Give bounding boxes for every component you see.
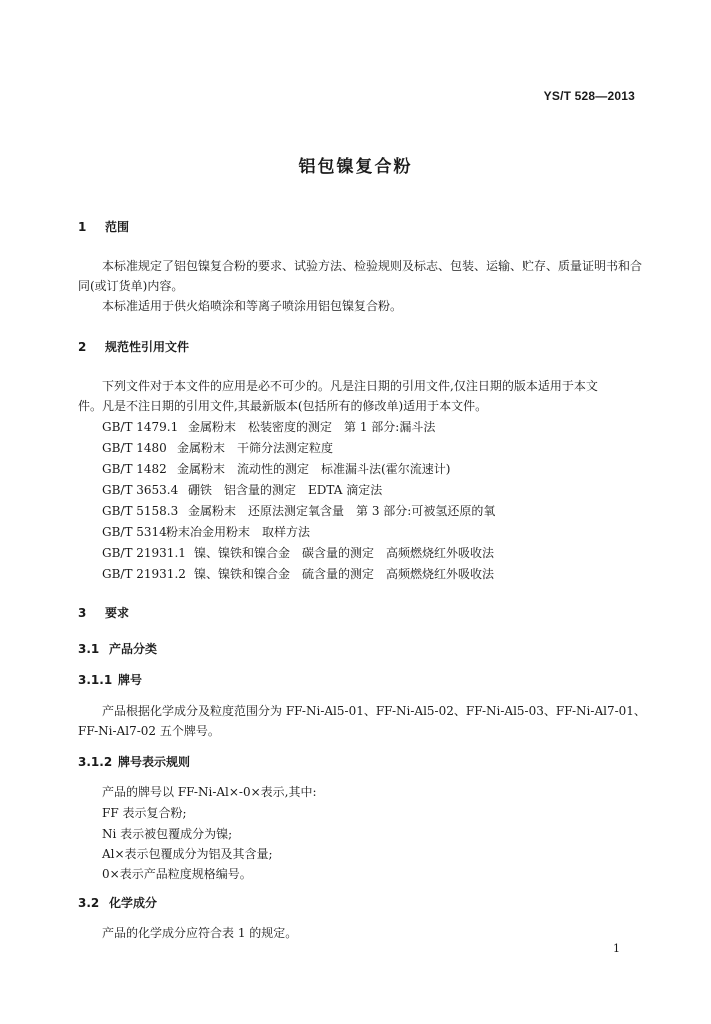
reference-title-part: 硼铁 bbox=[188, 483, 213, 497]
document-title: 铝包镍复合粉 bbox=[298, 157, 413, 177]
section-heading-1 bbox=[78, 218, 129, 235]
section-title: 牌号表示规则 bbox=[118, 755, 191, 769]
reference-item bbox=[102, 460, 462, 477]
reference-code: GB/T 1482 bbox=[102, 462, 167, 476]
section-number: 3.1.2 bbox=[78, 755, 113, 769]
reference-item bbox=[102, 502, 507, 519]
section-heading-3-2 bbox=[78, 894, 157, 911]
reference-code: GB/T 5158.3 bbox=[102, 504, 179, 518]
reference-title-part: 流动性的测定 bbox=[237, 462, 310, 476]
section-title: 化学成分 bbox=[109, 896, 158, 910]
reference-item bbox=[102, 523, 334, 540]
reference-code: GB/T 21931.2 bbox=[102, 567, 186, 581]
section-title: 范围 bbox=[105, 220, 130, 234]
reference-title-part: 高频燃烧红外吸收法 bbox=[386, 546, 495, 560]
section-title: 牌号 bbox=[118, 673, 143, 687]
reference-title-part: 金属粉末 bbox=[177, 441, 226, 455]
paragraph-line: 同(或订货单)内容。 bbox=[78, 279, 184, 293]
reference-title-part: 松装密度的测定 bbox=[248, 420, 333, 434]
paragraph-line: 产品根据化学成分及粒度范围分为 FF-Ni-Al5-01、FF-Ni-Al5-02、FF-Ni-Al5-03、FF-Ni-Al7-01、 bbox=[102, 704, 646, 718]
section-title: 产品分类 bbox=[109, 642, 158, 656]
reference-title-part: 粉末冶金用粉末 bbox=[166, 525, 251, 539]
reference-item bbox=[102, 439, 357, 456]
reference-item bbox=[102, 481, 394, 498]
reference-title-part: 金属粉末 bbox=[188, 504, 237, 518]
reference-code: GB/T 3653.4 bbox=[102, 483, 179, 497]
reference-title-part: 第 1 部分:漏斗法 bbox=[344, 420, 436, 434]
reference-title-part: 高频燃烧红外吸收法 bbox=[386, 567, 495, 581]
standard-code: YS/T 528—2013 bbox=[543, 89, 635, 103]
section-title: 要求 bbox=[105, 606, 130, 620]
reference-title-part: 干筛分法测定粒度 bbox=[237, 441, 334, 455]
section-heading-3-1-1 bbox=[78, 671, 142, 688]
reference-item bbox=[102, 565, 506, 582]
definition-line: FF 表示复合粉; bbox=[102, 806, 187, 820]
section-number: 2 bbox=[78, 340, 87, 354]
reference-title-part: 碳含量的测定 bbox=[302, 546, 375, 560]
section-number: 3.1 bbox=[78, 642, 100, 656]
section-heading-3 bbox=[78, 604, 129, 621]
paragraph-line: 件。凡是不注日期的引用文件,其最新版本(包括所有的修改单)适用于本文件。 bbox=[78, 399, 488, 413]
definition-line: 0×表示产品粒度规格编号。 bbox=[102, 867, 252, 881]
section-title: 规范性引用文件 bbox=[105, 340, 190, 354]
section-heading-3-1 bbox=[78, 640, 157, 657]
paragraph-line: 产品的化学成分应符合表 1 的规定。 bbox=[102, 926, 298, 940]
reference-title-part: 第 3 部分:可被氢还原的氧 bbox=[356, 504, 496, 518]
reference-item bbox=[102, 544, 506, 561]
section-number: 3.2 bbox=[78, 896, 100, 910]
reference-item bbox=[102, 418, 447, 435]
reference-code: GB/T 1480 bbox=[102, 441, 167, 455]
reference-title-part: 镍、镍铁和镍合金 bbox=[194, 567, 291, 581]
paragraph-line: 本标准规定了铝包镍复合粉的要求、试验方法、检验规则及标志、包装、运输、贮存、质量证明书和合 bbox=[102, 259, 643, 273]
reference-code: GB/T 21931.1 bbox=[102, 546, 186, 560]
reference-code: GB/T 1479.1 bbox=[102, 420, 179, 434]
definition-line: Al×表示包覆成分为铝及其含量; bbox=[102, 847, 273, 861]
reference-title-part: 金属粉末 bbox=[177, 462, 226, 476]
paragraph-line: FF-Ni-Al7-02 五个牌号。 bbox=[78, 724, 220, 738]
reference-title-part: 镍、镍铁和镍合金 bbox=[194, 546, 291, 560]
reference-title-part: EDTA 滴定法 bbox=[308, 483, 383, 497]
section-heading-3-1-2 bbox=[78, 753, 190, 770]
section-number: 1 bbox=[78, 220, 87, 234]
paragraph-line: 本标准适用于供火焰喷涂和等离子喷涂用铝包镍复合粉。 bbox=[102, 299, 403, 313]
reference-title-part: 铝含量的测定 bbox=[224, 483, 297, 497]
section-number: 3.1.1 bbox=[78, 673, 113, 687]
section-number: 3 bbox=[78, 606, 87, 620]
reference-title-part: 硫含量的测定 bbox=[302, 567, 375, 581]
reference-title-part: 金属粉末 bbox=[188, 420, 237, 434]
definition-line: 产品的牌号以 FF-Ni-Al×-0×表示,其中: bbox=[102, 785, 317, 799]
reference-title-part: 还原法测定氧含量 bbox=[248, 504, 345, 518]
page-number: 1 bbox=[613, 942, 620, 955]
paragraph-line: 下列文件对于本文件的应用是必不可少的。凡是注日期的引用文件,仅注日期的版本适用于本文 bbox=[102, 379, 598, 393]
reference-code: GB/T 5314 bbox=[102, 525, 167, 539]
reference-title-part: 取样方法 bbox=[262, 525, 311, 539]
reference-title-part: 标准漏斗法(霍尔流速计) bbox=[321, 462, 451, 476]
section-heading-2 bbox=[78, 338, 189, 355]
definition-line: Ni 表示被包覆成分为镍; bbox=[102, 827, 233, 841]
